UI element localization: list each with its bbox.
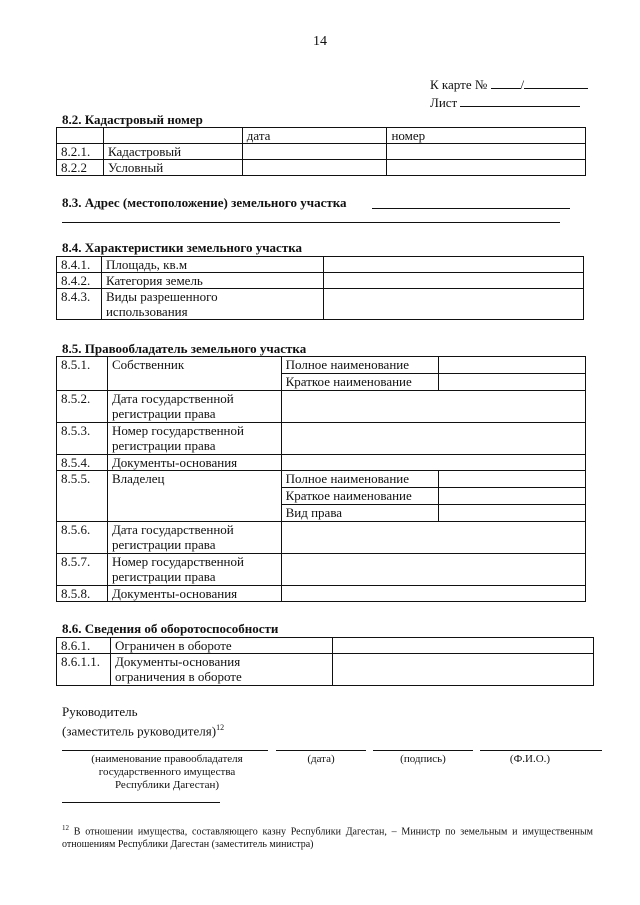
- row-number: 8.4.3.: [57, 289, 102, 320]
- card-subnumber-blank[interactable]: [524, 76, 588, 89]
- table-row: [57, 654, 594, 686]
- fio-caption: (Ф.И.О.): [509, 753, 551, 765]
- date-field[interactable]: [242, 144, 387, 160]
- footnote-divider: [62, 802, 220, 803]
- row-number: 8.6.1.: [57, 638, 111, 654]
- deputy-label: (заместитель руководителя)$^{12}$: [62, 723, 225, 739]
- card-reference: [430, 76, 588, 93]
- sub-label: Полное наименование: [286, 357, 439, 373]
- row-number: 8.4.2.: [57, 273, 102, 289]
- row-label: Дата государственной регистрации права: [107, 522, 281, 554]
- number-field[interactable]: [387, 160, 586, 176]
- card-number-blank[interactable]: [491, 76, 521, 89]
- header-empty-cell: [57, 128, 104, 144]
- row-number: 8.2.2: [57, 160, 104, 176]
- sheet-label: Лист: [430, 95, 458, 110]
- sign-signature-line[interactable]: [373, 750, 473, 751]
- holder-registration-number-field[interactable]: [281, 554, 585, 586]
- name-signature-line[interactable]: [62, 750, 268, 751]
- section-8-5-title: 8.5. Правообладатель земельного участка: [62, 341, 307, 356]
- rightholder-table: [56, 356, 586, 602]
- section-8-6-title: 8.6. Сведения об оборотоспособности: [62, 621, 279, 636]
- table-row: [57, 144, 586, 160]
- row-label: Собственник: [107, 357, 281, 391]
- row-label: Кадастровый: [103, 144, 242, 160]
- section-8-4-title: 8.4. Характеристики земельного участка: [62, 240, 302, 255]
- row-label: Документы-основания: [107, 586, 281, 602]
- table-row: [57, 423, 586, 455]
- table-row: [57, 586, 586, 602]
- header-empty-cell: [103, 128, 242, 144]
- holder-full-name-field[interactable]: [439, 471, 581, 487]
- table-row: [57, 391, 586, 423]
- sheet-number-blank[interactable]: [460, 94, 580, 107]
- row-number: 8.5.4.: [57, 455, 108, 471]
- sub-label: Вид права: [286, 505, 439, 521]
- row-label: Условный: [103, 160, 242, 176]
- sign-caption: (подпись): [400, 753, 446, 765]
- table-row: [57, 554, 586, 586]
- row-number: 8.5.7.: [57, 554, 108, 586]
- row-label: Владелец: [107, 471, 281, 522]
- number-field[interactable]: [387, 144, 586, 160]
- row-label: Номер государственной регистрации права: [107, 554, 281, 586]
- address-line-2[interactable]: [62, 222, 560, 223]
- row-number: 8.5.3.: [57, 423, 108, 455]
- section-8-3-title: 8.3. Адрес (местоположение) земельного участка: [62, 195, 347, 210]
- permitted-use-field[interactable]: [323, 289, 583, 320]
- turnover-table: [56, 637, 594, 686]
- holder-registration-date-field[interactable]: [281, 522, 585, 554]
- owner-registration-number-field[interactable]: [281, 423, 585, 455]
- row-number: 8.2.1.: [57, 144, 104, 160]
- column-date: дата: [242, 128, 387, 144]
- address-line[interactable]: [372, 208, 570, 209]
- fio-signature-line[interactable]: [480, 750, 602, 751]
- holder-documents-field[interactable]: [281, 586, 585, 602]
- restriction-documents-field[interactable]: [332, 654, 593, 686]
- card-separator: /: [520, 77, 525, 92]
- card-label: К карте №: [430, 77, 488, 92]
- owner-full-name-field[interactable]: [439, 357, 581, 373]
- table-row: [57, 289, 584, 320]
- row-label: Дата государственной регистрации права: [107, 391, 281, 423]
- table-row: [57, 522, 586, 554]
- holder-short-name-field[interactable]: [439, 488, 581, 504]
- column-number: номер: [387, 128, 586, 144]
- table-row: [57, 638, 594, 654]
- row-label: Категория земель: [101, 273, 323, 289]
- row-label: Виды разрешенного использования: [101, 289, 323, 320]
- owner-registration-date-field[interactable]: [281, 391, 585, 423]
- row-number: 8.5.8.: [57, 586, 108, 602]
- name-caption: (наименование правообладателя государственного имущества Республики Дагестан): [91, 753, 243, 791]
- row-number: 8.5.1.: [57, 357, 108, 391]
- row-label: Ограничен в обороте: [110, 638, 332, 654]
- table-row: [57, 471, 586, 522]
- date-signature-line[interactable]: [276, 750, 366, 751]
- sub-label: Полное наименование: [286, 471, 439, 487]
- row-label: Документы-основания: [107, 455, 281, 471]
- holder-right-type-field[interactable]: [439, 505, 581, 521]
- head-label: Руководитель: [62, 704, 138, 719]
- area-field[interactable]: [323, 257, 583, 273]
- date-caption: (дата): [307, 753, 335, 765]
- row-number: 8.4.1.: [57, 257, 102, 273]
- table-row: [57, 357, 586, 391]
- owner-documents-field[interactable]: [281, 455, 585, 471]
- row-label: Номер государственной регистрации права: [107, 423, 281, 455]
- row-label: Документы-основания ограничения в обороте: [110, 654, 332, 686]
- land-category-field[interactable]: [323, 273, 583, 289]
- footnote: $^{12}$ В отношении имущества, составляющего казну Республики Дагестан, – Министр по земельным и имущественным отношениям Республики Дагестан (заместитель министра): [62, 824, 594, 851]
- section-8-2-title: 8.2. Кадастровый номер: [62, 112, 203, 127]
- table-row: [57, 160, 586, 176]
- sheet-reference: [430, 94, 580, 111]
- row-number: 8.5.2.: [57, 391, 108, 423]
- date-field[interactable]: [242, 160, 387, 176]
- row-number: 8.5.6.: [57, 522, 108, 554]
- land-characteristics-table: [56, 256, 584, 320]
- row-number: 8.5.5.: [57, 471, 108, 522]
- page-number: 14: [313, 34, 327, 49]
- sub-label: Краткое наименование: [286, 488, 439, 504]
- sub-label: Краткое наименование: [286, 374, 439, 390]
- owner-short-name-field[interactable]: [439, 374, 581, 390]
- table-row: [57, 273, 584, 289]
- restricted-field[interactable]: [332, 638, 593, 654]
- table-row: [57, 257, 584, 273]
- table-row: [57, 455, 586, 471]
- cadastral-number-table: [56, 127, 586, 176]
- row-label: Площадь, кв.м: [101, 257, 323, 273]
- row-number: 8.6.1.1.: [57, 654, 111, 686]
